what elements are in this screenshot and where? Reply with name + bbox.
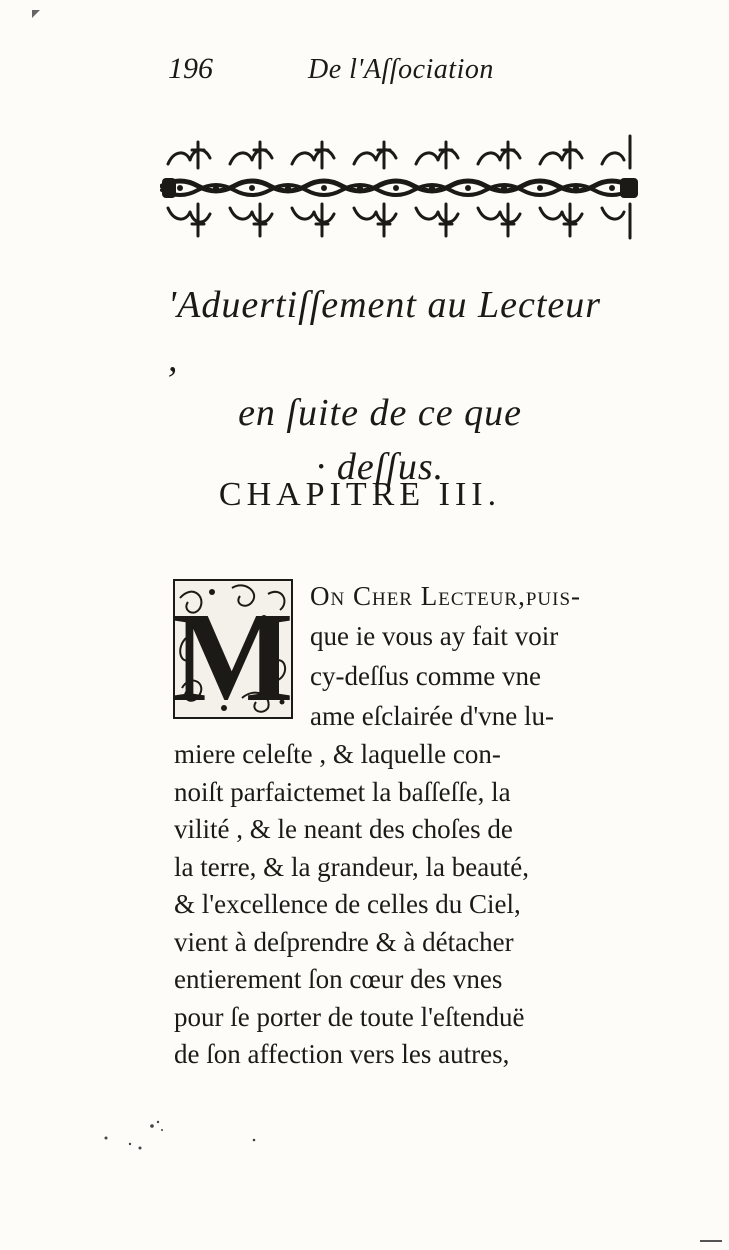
running-title: De l'Aſſociation — [308, 54, 494, 85]
text-line: noiſt parfaictemet la baſſeſſe, la — [174, 776, 511, 807]
scan-specks — [100, 1118, 270, 1158]
cap-line: ame eſclairée d'vne lu- — [310, 701, 554, 731]
paragraph-body — [174, 736, 644, 1074]
scan-corner-mark — [32, 10, 42, 20]
running-head — [168, 52, 568, 92]
text-line: miere celeſte , & laquelle con- — [174, 739, 501, 769]
cap-line: cy-deſſus comme vne — [310, 661, 541, 691]
cap-line: que ie vous ay fait voir — [310, 621, 559, 651]
heading-line: 'Aduertiſſement au Lecteur , — [168, 284, 602, 380]
text-line: entierement ſon cœur des vnes — [174, 964, 503, 994]
text-line: & l'excellence de celles du Ciel, — [174, 889, 521, 919]
section-heading — [150, 278, 610, 494]
heading-line: en ſuite de ce que — [238, 392, 522, 434]
cap-line-text: On Cher Lecteur,puiſ- — [310, 581, 582, 611]
scan-edge-line — [700, 1240, 722, 1242]
cap-line — [310, 576, 581, 616]
text-line: vient à deſprendre & à détacher — [174, 926, 514, 957]
fleuron-band-icon — [160, 128, 642, 243]
text-line: vilité , & le neant des choſes de — [174, 814, 513, 844]
heading-line: · deſſus. — [315, 446, 445, 488]
text-line: de ſon affection vers les autres, — [174, 1039, 510, 1069]
page-number: 196 — [168, 52, 213, 85]
drop-cap-m-icon — [172, 578, 294, 720]
text-line: pour ſe porter de toute l'eſtenduë — [174, 1001, 525, 1032]
text-line: la terre, & la grandeur, la beauté, — [174, 851, 529, 882]
drop-cap-letter: M — [172, 586, 294, 720]
chapter-title: CHAPITRE III. — [218, 476, 502, 513]
